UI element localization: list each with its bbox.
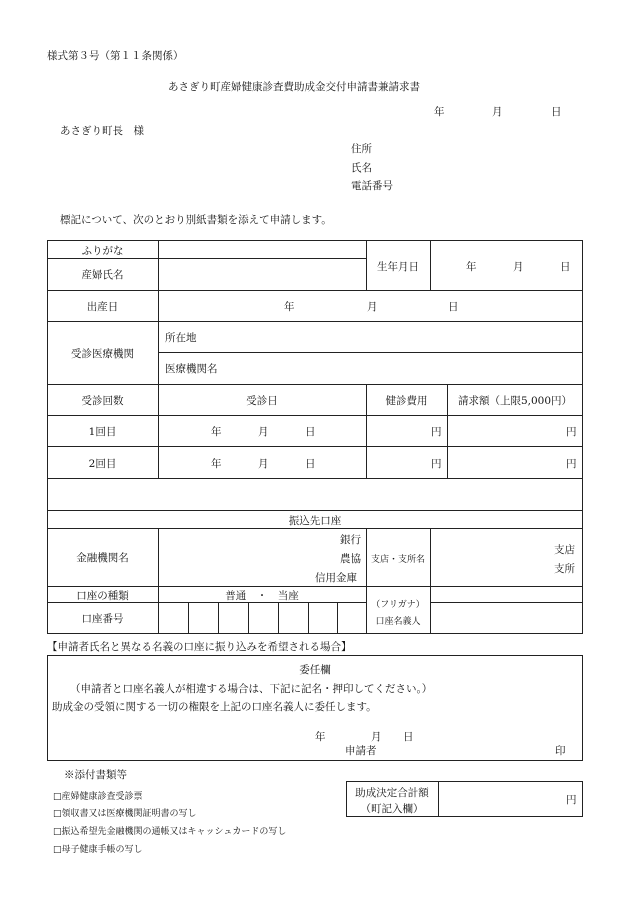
clinic-location-label: 所在地 xyxy=(165,332,197,344)
applicant-name-label: 氏名 xyxy=(351,162,372,174)
rule xyxy=(47,384,583,385)
clinic-label: 受診医療機関 xyxy=(71,348,134,360)
account-type-label: 口座の種類 xyxy=(76,590,129,602)
date-day-label: 日 xyxy=(551,106,562,118)
credit-union-label: 信用金庫 xyxy=(315,572,357,584)
rule xyxy=(308,602,309,634)
rule xyxy=(47,415,583,416)
mother-name-label: 産婦氏名 xyxy=(81,269,124,281)
applicant-phone-label: 電話番号 xyxy=(351,180,393,192)
attachment-item: □振込希望先金融機関の通帳又はキャッシュカードの写し xyxy=(53,827,287,837)
delegation-line-1: （申請者と口座名義人が相違する場合は、下記に記名・押印してください。） xyxy=(70,683,433,695)
rule xyxy=(248,602,249,634)
furigana-label: ふりがな xyxy=(81,245,124,257)
rule xyxy=(438,781,439,817)
visit-1-fee-unit: 円 xyxy=(431,426,442,438)
delivery-month: 月 xyxy=(367,301,378,313)
visit-1-day: 日 xyxy=(305,426,316,438)
delegation-notice: 【申請者氏名と異なる名義の口座に振り込みを希望される場合】 xyxy=(47,641,352,653)
rule xyxy=(47,586,583,587)
rule xyxy=(47,478,583,479)
visit-2-label: 2回目 xyxy=(88,458,117,470)
delegation-day: 日 xyxy=(403,731,414,743)
visit-2-month: 月 xyxy=(258,458,269,470)
rule xyxy=(47,446,583,447)
attachment-item: □領収書又は医療機関証明書の写し xyxy=(53,809,197,819)
attachment-item: □産婦健康診査受診票 xyxy=(53,792,143,802)
delegation-title: 委任欄 xyxy=(299,664,331,676)
rule xyxy=(158,240,159,478)
visit-2-fee-unit: 円 xyxy=(431,458,442,470)
rule xyxy=(337,602,338,634)
form-title: あさぎり町産婦健康診査費助成金交付申請書兼請求書 xyxy=(168,81,420,93)
rule xyxy=(47,321,583,322)
account-number-label: 口座番号 xyxy=(81,613,124,625)
holder-furigana-label: （フリガナ） xyxy=(371,600,425,610)
delivery-year: 年 xyxy=(284,301,295,313)
rule xyxy=(158,528,159,634)
branch-label: 支店 xyxy=(554,544,575,556)
visit-1-label: 1回目 xyxy=(88,426,117,438)
clinic-name-label: 医療機関名 xyxy=(165,363,218,375)
rule xyxy=(430,528,431,634)
visit-date-label: 受診日 xyxy=(246,395,278,407)
decision-label-1: 助成決定合計額 xyxy=(355,787,429,799)
form-number: 様式第３号（第１１条関係） xyxy=(47,50,184,62)
checkup-fee-label: 健診費用 xyxy=(385,395,428,407)
account-type-options: 普通 ・ 当座 xyxy=(225,590,299,602)
visits-label: 受診回数 xyxy=(81,395,124,407)
sub-branch-label: 支所 xyxy=(554,563,575,575)
birthdate-label: 生年月日 xyxy=(377,261,419,273)
visit-1-year: 年 xyxy=(211,426,222,438)
rule xyxy=(47,290,583,291)
attachment-item: □母子健康手帳の写し xyxy=(53,845,143,855)
seal-mark: 印 xyxy=(555,745,566,757)
attachments-heading: ※添付書類等 xyxy=(64,769,127,781)
account-holder-label: 口座名義人 xyxy=(375,617,421,627)
rule xyxy=(47,528,583,529)
visit-1-claim-unit: 円 xyxy=(566,426,577,438)
rule xyxy=(278,602,279,634)
rule xyxy=(188,602,189,634)
delegation-applicant-label: 申請者 xyxy=(345,745,377,757)
rule xyxy=(47,510,583,511)
visit-2-year: 年 xyxy=(211,458,222,470)
rule xyxy=(158,352,583,353)
rule xyxy=(430,240,431,290)
applicant-address-label: 住所 xyxy=(351,143,372,155)
visit-1-month: 月 xyxy=(258,426,269,438)
delegation-line-2: 助成金の受領に関する一切の権限を上記の口座名義人に委任します。 xyxy=(52,701,377,713)
addressee: あさぎり町長 様 xyxy=(60,125,144,137)
date-month-label: 月 xyxy=(492,106,503,118)
agri-coop-label: 農協 xyxy=(340,553,361,565)
delegation-month: 月 xyxy=(371,731,382,743)
rule xyxy=(218,602,219,634)
claim-amount-label: 請求額（上限5,000円） xyxy=(457,395,573,407)
delivery-date-label: 出産日 xyxy=(86,301,119,313)
date-year-label: 年 xyxy=(434,106,445,118)
decision-unit: 円 xyxy=(566,794,577,806)
delivery-day: 日 xyxy=(448,301,459,313)
transfer-account-heading: 振込先口座 xyxy=(288,515,342,527)
birthdate-month: 月 xyxy=(513,261,524,273)
financial-institution-label: 金融機関名 xyxy=(76,552,129,564)
delegation-year: 年 xyxy=(315,731,326,743)
intro-text: 標記について、次のとおり別紙書類を添えて申請します。 xyxy=(60,214,332,226)
branch-name-label: 支店・支所名 xyxy=(370,555,425,565)
visit-2-day: 日 xyxy=(305,458,316,470)
birthdate-day: 日 xyxy=(560,261,571,273)
rule xyxy=(430,602,583,603)
visit-2-claim-unit: 円 xyxy=(566,458,577,470)
birthdate-year: 年 xyxy=(466,261,477,273)
bank-label: 銀行 xyxy=(340,534,361,546)
rule xyxy=(47,258,366,259)
decision-label-2: （町記入欄） xyxy=(360,803,424,815)
